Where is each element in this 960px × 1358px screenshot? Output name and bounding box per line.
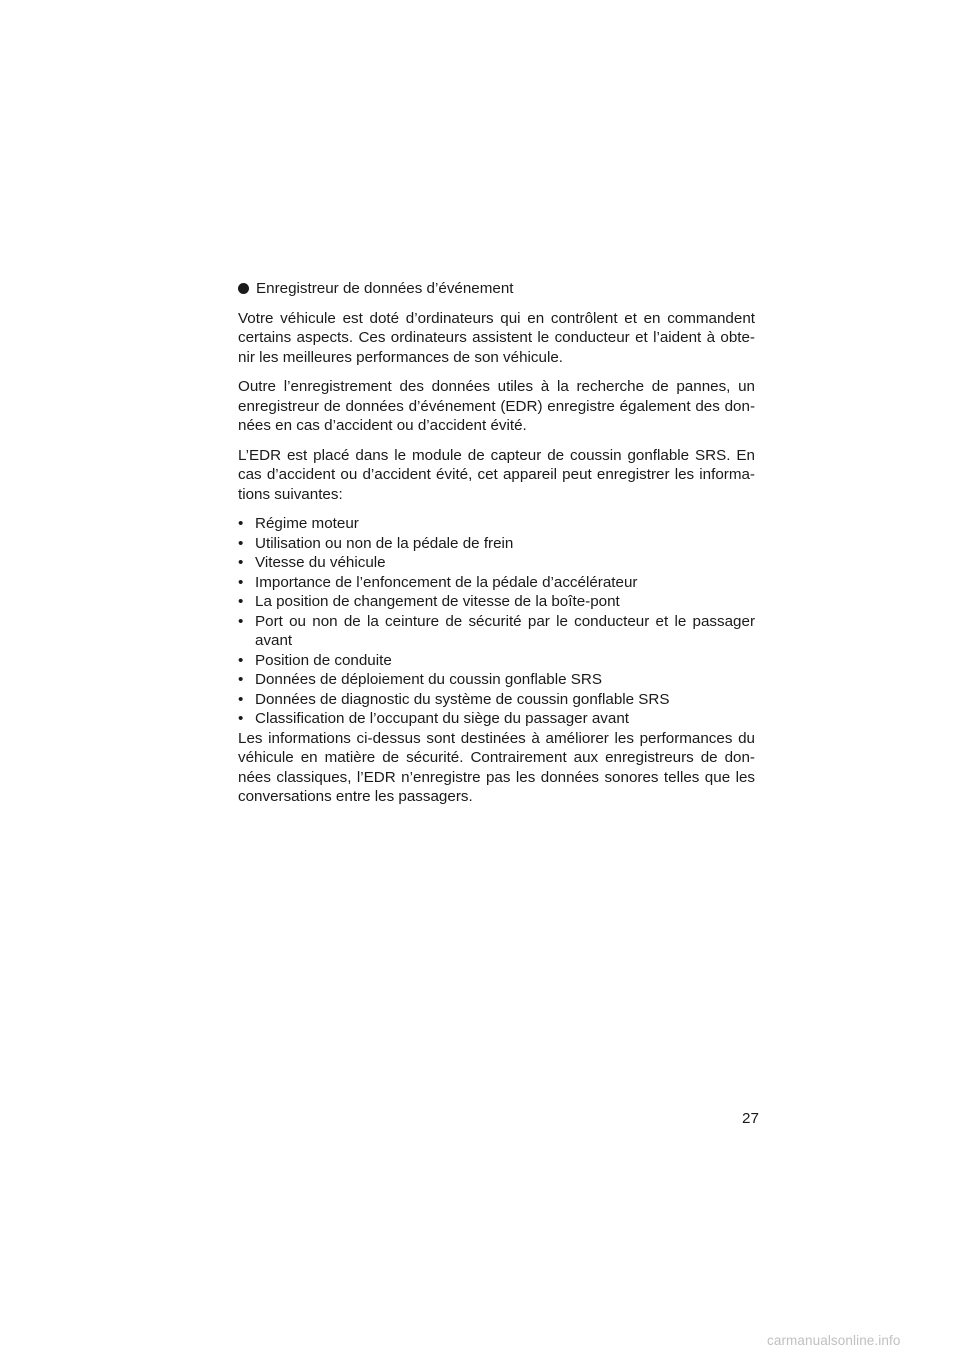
page-content (238, 279, 755, 817)
list-bullet: • (238, 554, 244, 571)
page-number: 27 (742, 1110, 759, 1127)
list-bullet: • (238, 573, 244, 591)
list-item (238, 651, 755, 671)
list-bullet: • (238, 534, 244, 552)
list-bullet: • (238, 651, 244, 669)
list-item (238, 690, 755, 710)
list-item (238, 514, 755, 534)
list-item-text: Vitesse du véhicule (255, 554, 386, 571)
paragraph-edr-location: L’EDR est placé dans le module de capteur de coussin gonflable SRS. En cas d’accident ou d’accident évité, cet appareil peut enregistrer les informa-tions suivantes: (238, 446, 755, 503)
section-heading-text: Enregistreur de données d’événement (256, 280, 514, 297)
list-item-text: La position de changement de vitesse de la boîte-pont (255, 593, 620, 610)
list-item (238, 592, 755, 612)
list-item-text: Position de conduite (255, 651, 392, 669)
list-item-text: Données de diagnostic du système de coussin gonflable SRS (255, 690, 670, 708)
paragraph-intro: Votre véhicule est doté d’ordinateurs qui en contrôlent et en commandent certains aspects. Ces ordinateurs assistent le conducteur et l’aident à obte-nir les meilleures performances de son véhicule. (238, 309, 755, 366)
list-item (238, 612, 755, 651)
list-item-text: Importance de l’enfoncement de la pédale d’accélérateur (255, 573, 638, 591)
list-item (238, 670, 755, 690)
list-bullet: • (238, 515, 244, 532)
list-item (238, 534, 755, 554)
recorded-data-list (238, 514, 755, 729)
list-item (238, 709, 755, 729)
list-item-text: Classification de l’occupant du siège du passager avant (255, 710, 630, 727)
list-bullet: • (238, 690, 244, 708)
list-bullet: • (238, 671, 244, 688)
list-bullet: • (238, 593, 244, 610)
filled-circle-bullet-icon (238, 283, 249, 294)
paragraph-closing: Les informations ci-dessus sont destinées à améliorer les performances du véhicule en matière de sécurité. Contrairement aux enregistreurs de don-nées classiques, l’EDR n’enregistre pas les données sonores telles que les conversations entre les passagers. (238, 729, 755, 805)
paragraph-edr-purpose: Outre l’enregistrement des données utiles à la recherche de pannes, un enregistreur de données d’événement (EDR) enregistre également des don-nées en cas d’accident ou d’accident évité. (238, 378, 755, 434)
list-item-text: Régime moteur (255, 515, 359, 532)
section-heading (238, 279, 755, 299)
list-bullet: • (238, 710, 244, 727)
list-item-text: Données de déploiement du coussin gonflable SRS (255, 671, 603, 688)
list-item-text: Port ou non de la ceinture de sécurité par le conducteur et le passager avant (255, 612, 755, 649)
list-bullet: • (238, 612, 244, 630)
list-item-text: Utilisation ou non de la pédale de frein (255, 534, 514, 552)
list-item (238, 573, 755, 593)
list-item (238, 553, 755, 573)
watermark-text: carmanualsonline.info (767, 1333, 901, 1348)
